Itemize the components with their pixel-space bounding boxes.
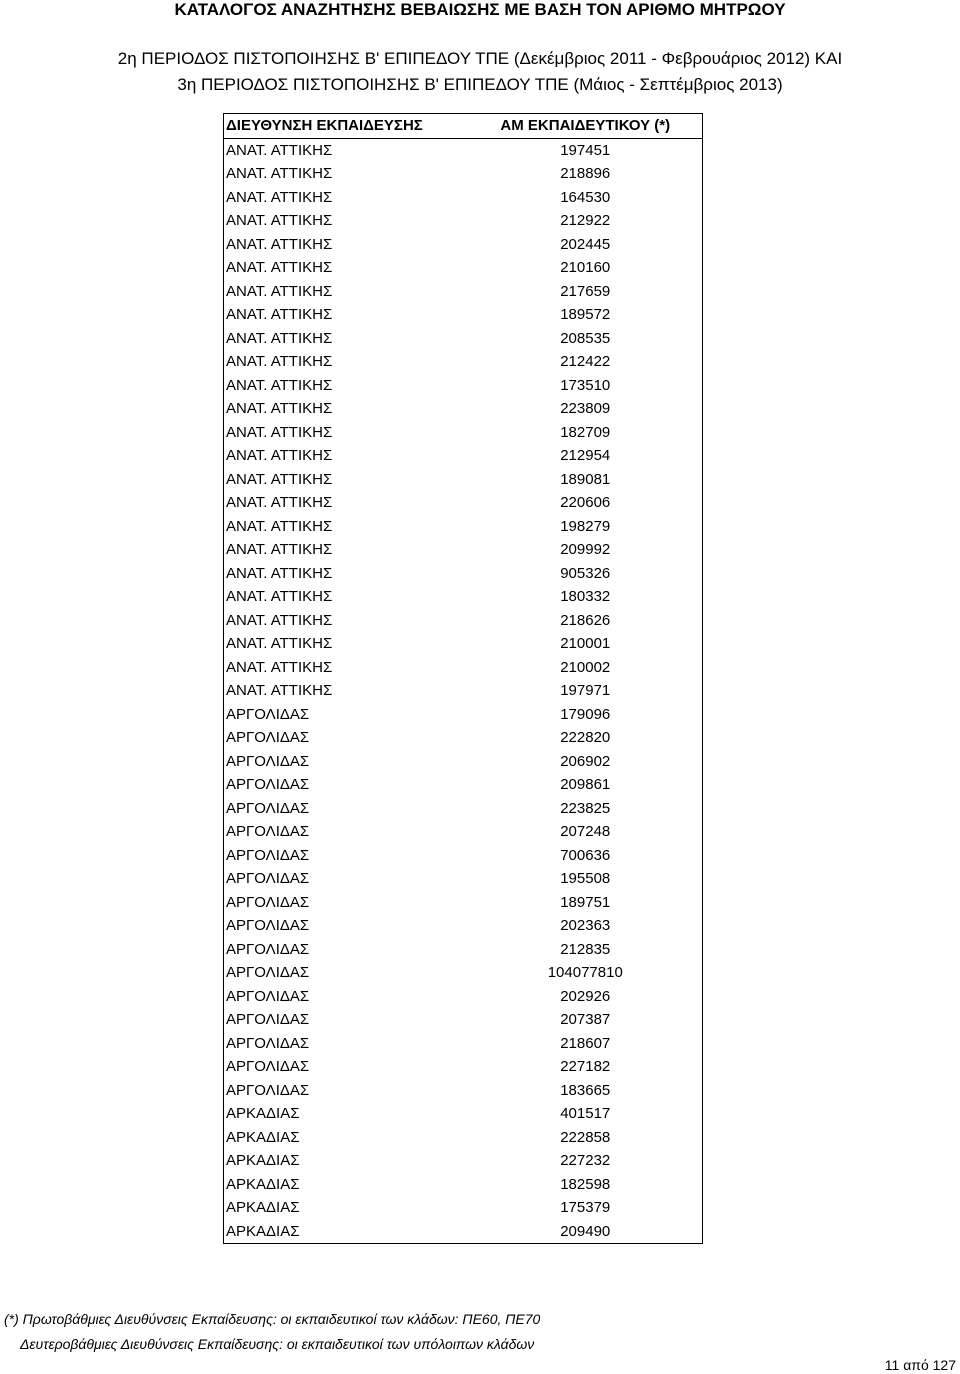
table-row bbox=[224, 397, 703, 421]
cell-am: 212835 bbox=[469, 938, 703, 962]
cell-directorate: ΑΡΓΟΛΙΔΑΣ bbox=[224, 726, 469, 750]
cell-directorate: ΑΝΑΤ. ΑΤΤΙΚΗΣ bbox=[224, 632, 469, 656]
table-row bbox=[224, 256, 703, 280]
table-row bbox=[224, 444, 703, 468]
table-row bbox=[224, 1126, 703, 1150]
cell-am: 212422 bbox=[469, 350, 703, 374]
table-row bbox=[224, 515, 703, 539]
cell-am: 222858 bbox=[469, 1126, 703, 1150]
cell-am: 182709 bbox=[469, 421, 703, 445]
table-row bbox=[224, 844, 703, 868]
cell-directorate: ΑΝΑΤ. ΑΤΤΙΚΗΣ bbox=[224, 256, 469, 280]
cell-directorate: ΑΝΑΤ. ΑΤΤΙΚΗΣ bbox=[224, 538, 469, 562]
table-row bbox=[224, 679, 703, 703]
cell-directorate: ΑΝΑΤ. ΑΤΤΙΚΗΣ bbox=[224, 162, 469, 186]
table-row bbox=[224, 209, 703, 233]
cell-am: 223825 bbox=[469, 797, 703, 821]
cell-am: 700636 bbox=[469, 844, 703, 868]
cell-am: 227182 bbox=[469, 1055, 703, 1079]
table-row bbox=[224, 585, 703, 609]
cell-am: 209490 bbox=[469, 1220, 703, 1244]
cell-directorate: ΑΡΚΑΔΙΑΣ bbox=[224, 1196, 469, 1220]
footnote-primary: (*) Πρωτοβάθμιες Διευθύνσεις Εκπαίδευσης: οι εκπαιδευτικοί των κλάδων: ΠΕ60, ΠΕ70 bbox=[4, 1311, 541, 1327]
cell-directorate: ΑΡΓΟΛΙΔΑΣ bbox=[224, 750, 469, 774]
cell-directorate: ΑΡΓΟΛΙΔΑΣ bbox=[224, 844, 469, 868]
table-body bbox=[224, 138, 703, 1244]
table-row bbox=[224, 961, 703, 985]
table-row bbox=[224, 914, 703, 938]
cell-directorate: ΑΝΑΤ. ΑΤΤΙΚΗΣ bbox=[224, 562, 469, 586]
cell-am: 104077810 bbox=[469, 961, 703, 985]
table-row bbox=[224, 938, 703, 962]
table-row bbox=[224, 726, 703, 750]
cell-directorate: ΑΝΑΤ. ΑΤΤΙΚΗΣ bbox=[224, 350, 469, 374]
cell-am: 206902 bbox=[469, 750, 703, 774]
cell-am: 197451 bbox=[469, 138, 703, 162]
footnote-secondary: Δευτεροβάθμιες Διευθύνσεις Εκπαίδευσης: οι εκπαιδευτικοί των υπόλοιπων κλάδων bbox=[20, 1336, 535, 1352]
table-row bbox=[224, 1173, 703, 1197]
table-row bbox=[224, 468, 703, 492]
cell-am: 189572 bbox=[469, 303, 703, 327]
cell-am: 401517 bbox=[469, 1102, 703, 1126]
cell-am: 183665 bbox=[469, 1079, 703, 1103]
table-row bbox=[224, 609, 703, 633]
cell-am: 209992 bbox=[469, 538, 703, 562]
table-row bbox=[224, 1008, 703, 1032]
cell-am: 218626 bbox=[469, 609, 703, 633]
table-row bbox=[224, 820, 703, 844]
cell-am: 218607 bbox=[469, 1032, 703, 1056]
cell-directorate: ΑΝΑΤ. ΑΤΤΙΚΗΣ bbox=[224, 444, 469, 468]
cell-directorate: ΑΡΓΟΛΙΔΑΣ bbox=[224, 1032, 469, 1056]
table-row bbox=[224, 750, 703, 774]
cell-am: 212954 bbox=[469, 444, 703, 468]
cell-directorate: ΑΝΑΤ. ΑΤΤΙΚΗΣ bbox=[224, 374, 469, 398]
subtitle-line-2: 3η ΠΕΡΙΟΔΟΣ ΠΙΣΤΟΠΟΙΗΣΗΣ Β' ΕΠΙΠΕΔΟΥ ΤΠΕ (Μάιος - Σεπτέμβριος 2013) bbox=[177, 75, 783, 94]
cell-am: 210160 bbox=[469, 256, 703, 280]
table-row bbox=[224, 1079, 703, 1103]
table-row bbox=[224, 867, 703, 891]
cell-am: 202926 bbox=[469, 985, 703, 1009]
subtitle-line-1: 2η ΠΕΡΙΟΔΟΣ ΠΙΣΤΟΠΟΙΗΣΗΣ Β' ΕΠΙΠΕΔΟΥ ΤΠΕ (Δεκέμβριος 2011 - Φεβρουάριος 2012) ΚΑΙ bbox=[117, 49, 843, 68]
cell-directorate: ΑΝΑΤ. ΑΤΤΙΚΗΣ bbox=[224, 186, 469, 210]
cell-am: 197971 bbox=[469, 679, 703, 703]
cell-directorate: ΑΝΑΤ. ΑΤΤΙΚΗΣ bbox=[224, 491, 469, 515]
cell-directorate: ΑΡΚΑΔΙΑΣ bbox=[224, 1220, 469, 1244]
cell-am: 208535 bbox=[469, 327, 703, 351]
cell-am: 210001 bbox=[469, 632, 703, 656]
table-row bbox=[224, 491, 703, 515]
table-row bbox=[224, 1032, 703, 1056]
table-row bbox=[224, 421, 703, 445]
table-row bbox=[224, 1149, 703, 1173]
table-row bbox=[224, 138, 703, 162]
table-row bbox=[224, 985, 703, 1009]
table-row bbox=[224, 1102, 703, 1126]
cell-am: 210002 bbox=[469, 656, 703, 680]
cell-directorate: ΑΝΑΤ. ΑΤΤΙΚΗΣ bbox=[224, 468, 469, 492]
cell-am: 202363 bbox=[469, 914, 703, 938]
cell-directorate: ΑΡΓΟΛΙΔΑΣ bbox=[224, 1008, 469, 1032]
table-header-row bbox=[224, 114, 703, 139]
cell-directorate: ΑΡΓΟΛΙΔΑΣ bbox=[224, 1079, 469, 1103]
cell-directorate: ΑΡΓΟΛΙΔΑΣ bbox=[224, 1055, 469, 1079]
cell-am: 180332 bbox=[469, 585, 703, 609]
cell-am: 195508 bbox=[469, 867, 703, 891]
cell-directorate: ΑΡΓΟΛΙΔΑΣ bbox=[224, 914, 469, 938]
cell-directorate: ΑΝΑΤ. ΑΤΤΙΚΗΣ bbox=[224, 421, 469, 445]
cell-directorate: ΑΡΚΑΔΙΑΣ bbox=[224, 1102, 469, 1126]
cell-directorate: ΑΡΚΑΔΙΑΣ bbox=[224, 1173, 469, 1197]
cell-directorate: ΑΝΑΤ. ΑΤΤΙΚΗΣ bbox=[224, 327, 469, 351]
table-row bbox=[224, 703, 703, 727]
cell-am: 218896 bbox=[469, 162, 703, 186]
cell-am: 212922 bbox=[469, 209, 703, 233]
cell-directorate: ΑΝΑΤ. ΑΤΤΙΚΗΣ bbox=[224, 138, 469, 162]
cell-directorate: ΑΡΚΑΔΙΑΣ bbox=[224, 1149, 469, 1173]
page-title: ΚΑΤΑΛΟΓΟΣ ΑΝΑΖΗΤΗΣΗΣ ΒΕΒΑΙΩΣΗΣ ΜΕ ΒΑΣΗ ΤΟΝ ΑΡΙΘΜΟ ΜΗΤΡΩΟΥ bbox=[174, 0, 786, 19]
column-header-directorate: ΔΙΕΥΘΥΝΣΗ ΕΚΠΑΙΔΕΥΣΗΣ bbox=[224, 114, 469, 139]
cell-am: 179096 bbox=[469, 703, 703, 727]
table-row bbox=[224, 632, 703, 656]
certification-table bbox=[223, 113, 703, 1244]
cell-directorate: ΑΝΑΤ. ΑΤΤΙΚΗΣ bbox=[224, 303, 469, 327]
table-row bbox=[224, 162, 703, 186]
table-row bbox=[224, 1220, 703, 1244]
cell-directorate: ΑΡΓΟΛΙΔΑΣ bbox=[224, 820, 469, 844]
table-row bbox=[224, 797, 703, 821]
cell-directorate: ΑΝΑΤ. ΑΤΤΙΚΗΣ bbox=[224, 209, 469, 233]
cell-am: 207248 bbox=[469, 820, 703, 844]
cell-am: 905326 bbox=[469, 562, 703, 586]
cell-directorate: ΑΡΓΟΛΙΔΑΣ bbox=[224, 773, 469, 797]
table-row bbox=[224, 303, 703, 327]
table-row bbox=[224, 656, 703, 680]
cell-directorate: ΑΡΓΟΛΙΔΑΣ bbox=[224, 867, 469, 891]
cell-am: 189081 bbox=[469, 468, 703, 492]
cell-directorate: ΑΝΑΤ. ΑΤΤΙΚΗΣ bbox=[224, 656, 469, 680]
table-row bbox=[224, 186, 703, 210]
cell-directorate: ΑΝΑΤ. ΑΤΤΙΚΗΣ bbox=[224, 233, 469, 257]
cell-directorate: ΑΡΓΟΛΙΔΑΣ bbox=[224, 797, 469, 821]
cell-am: 182598 bbox=[469, 1173, 703, 1197]
cell-am: 202445 bbox=[469, 233, 703, 257]
cell-directorate: ΑΝΑΤ. ΑΤΤΙΚΗΣ bbox=[224, 585, 469, 609]
table-row bbox=[224, 280, 703, 304]
cell-am: 173510 bbox=[469, 374, 703, 398]
cell-am: 175379 bbox=[469, 1196, 703, 1220]
cell-directorate: ΑΝΑΤ. ΑΤΤΙΚΗΣ bbox=[224, 609, 469, 633]
cell-am: 223809 bbox=[469, 397, 703, 421]
table-row bbox=[224, 233, 703, 257]
table-row bbox=[224, 374, 703, 398]
table-row bbox=[224, 562, 703, 586]
table-row bbox=[224, 327, 703, 351]
cell-am: 189751 bbox=[469, 891, 703, 915]
table-row bbox=[224, 891, 703, 915]
cell-am: 220606 bbox=[469, 491, 703, 515]
cell-directorate: ΑΝΑΤ. ΑΤΤΙΚΗΣ bbox=[224, 515, 469, 539]
cell-directorate: ΑΡΓΟΛΙΔΑΣ bbox=[224, 891, 469, 915]
table-row bbox=[224, 538, 703, 562]
cell-am: 164530 bbox=[469, 186, 703, 210]
cell-am: 209861 bbox=[469, 773, 703, 797]
table-row bbox=[224, 1196, 703, 1220]
cell-am: 217659 bbox=[469, 280, 703, 304]
cell-am: 207387 bbox=[469, 1008, 703, 1032]
cell-am: 222820 bbox=[469, 726, 703, 750]
table-row bbox=[224, 350, 703, 374]
table-header bbox=[224, 114, 703, 139]
cell-am: 227232 bbox=[469, 1149, 703, 1173]
cell-directorate: ΑΡΓΟΛΙΔΑΣ bbox=[224, 985, 469, 1009]
cell-directorate: ΑΝΑΤ. ΑΤΤΙΚΗΣ bbox=[224, 397, 469, 421]
cell-directorate: ΑΝΑΤ. ΑΤΤΙΚΗΣ bbox=[224, 280, 469, 304]
cell-directorate: ΑΡΓΟΛΙΔΑΣ bbox=[224, 703, 469, 727]
table-row bbox=[224, 773, 703, 797]
table-row bbox=[224, 1055, 703, 1079]
column-header-am: ΑΜ ΕΚΠΑΙΔΕΥΤΙΚΟΥ (*) bbox=[469, 114, 703, 139]
cell-directorate: ΑΝΑΤ. ΑΤΤΙΚΗΣ bbox=[224, 679, 469, 703]
cell-directorate: ΑΡΓΟΛΙΔΑΣ bbox=[224, 961, 469, 985]
cell-am: 198279 bbox=[469, 515, 703, 539]
cell-directorate: ΑΡΓΟΛΙΔΑΣ bbox=[224, 938, 469, 962]
page-number: 11 από 127 bbox=[884, 1357, 956, 1373]
cell-directorate: ΑΡΚΑΔΙΑΣ bbox=[224, 1126, 469, 1150]
